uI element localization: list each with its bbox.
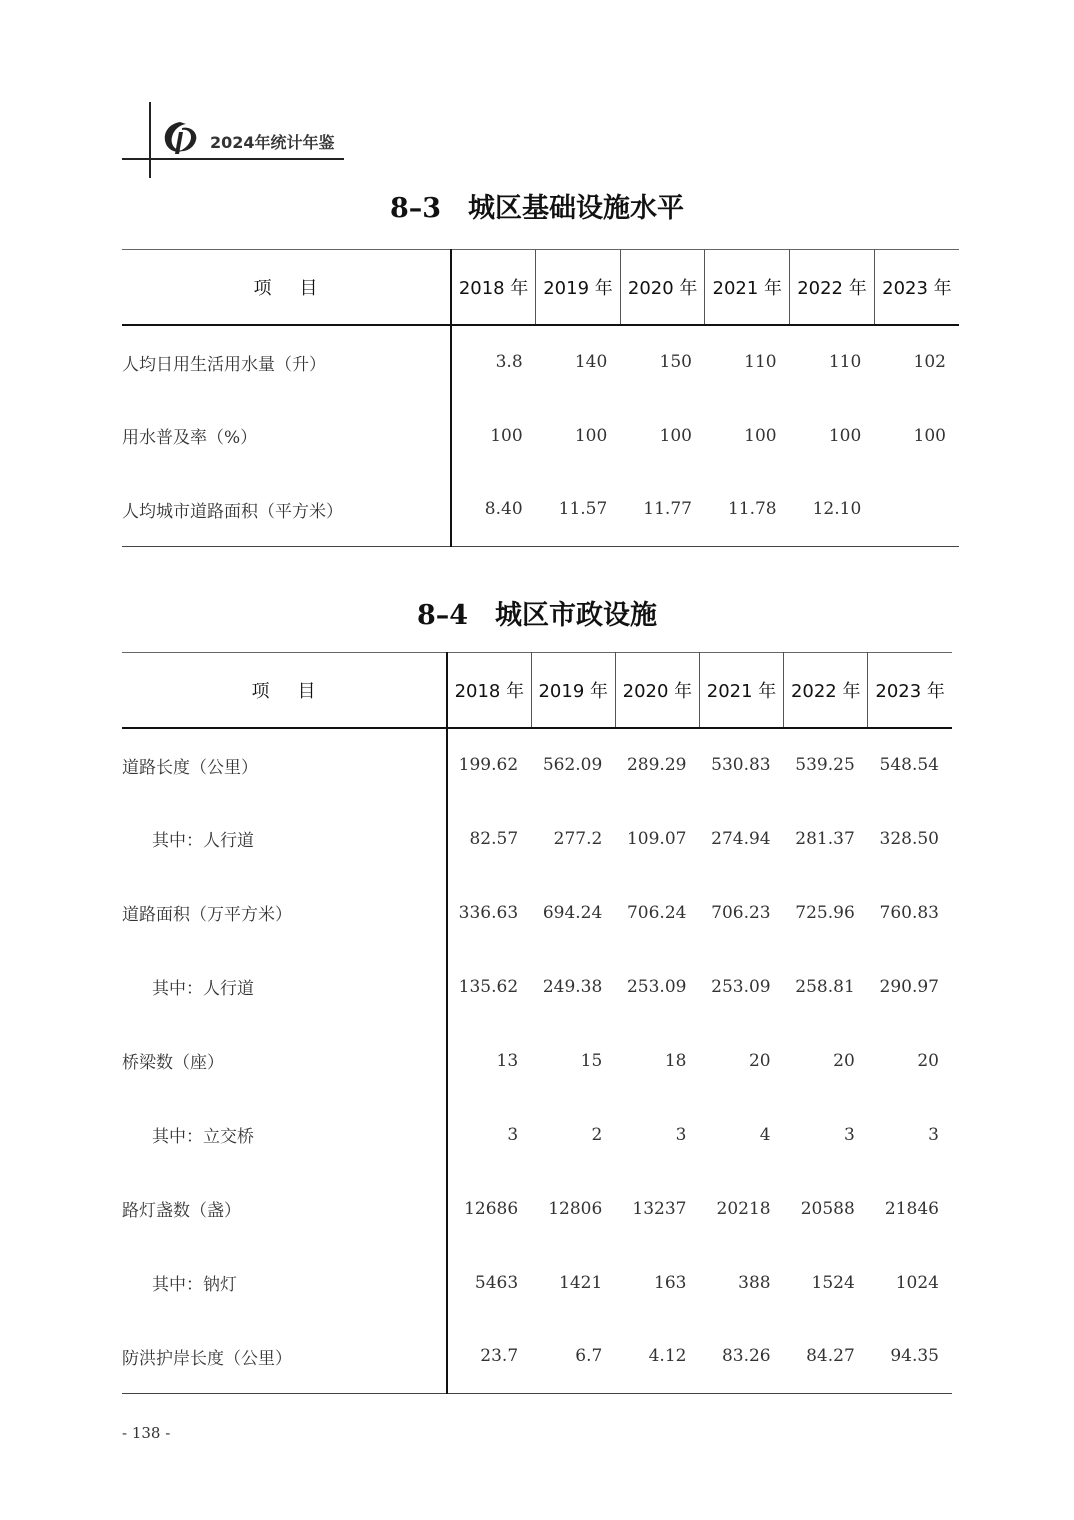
cell-value: 110 — [828, 352, 862, 372]
municipal-facilities-table — [122, 652, 952, 1394]
cell-value: 110 — [744, 352, 777, 372]
cell-value: 12.10 — [812, 499, 862, 520]
cell-value: 20218 — [716, 1198, 771, 1219]
year-header: 2022 年 — [790, 250, 875, 325]
cell-value: 102 — [913, 352, 946, 372]
cell-value: 100 — [574, 425, 608, 446]
cell-value: 253.09 — [626, 976, 687, 997]
year-header: 2020 年 — [620, 250, 705, 325]
table-row — [122, 876, 952, 950]
cell-value: 100 — [659, 425, 692, 446]
cell-value: 20588 — [800, 1198, 855, 1219]
cell-value: 100 — [913, 425, 946, 446]
header-vertical-rule — [149, 102, 151, 178]
table-row — [122, 1172, 952, 1246]
cell-value: 258.81 — [795, 976, 855, 997]
cell-value: 20 — [917, 1050, 939, 1071]
cell-value: 290.97 — [879, 976, 939, 997]
cell-value: 11.77 — [643, 499, 692, 520]
cell-value: 249.38 — [542, 976, 603, 997]
row-label: 路灯盏数（盏） — [122, 1172, 447, 1246]
cell-value: 82.57 — [469, 828, 519, 849]
row-label: 其中：钠灯 — [122, 1246, 447, 1320]
cell-value: 253.09 — [711, 976, 771, 997]
cell-value: 3.8 — [495, 352, 523, 372]
cell-value: 539.25 — [795, 755, 855, 775]
year-header: 2021 年 — [699, 653, 783, 728]
cell-value: 21846 — [884, 1198, 939, 1219]
row-label: 道路长度（公里） — [122, 728, 447, 802]
cell-value: 100 — [828, 425, 862, 446]
cell-value: 6.7 — [575, 1346, 603, 1367]
year-header: 2018 年 — [451, 250, 536, 325]
row-label: 道路面积（万平方米） — [122, 876, 447, 950]
cell-value: 4 — [759, 1124, 771, 1145]
cell-value: 725.96 — [795, 902, 855, 923]
item-column-header: 项目 — [122, 250, 451, 325]
row-label: 其中：立交桥 — [122, 1098, 447, 1172]
row-label: 桥梁数（座） — [122, 1024, 447, 1098]
cell-value: 274.94 — [711, 828, 771, 849]
cell-value: 3 — [507, 1124, 519, 1145]
cell-value: 109.07 — [626, 828, 687, 849]
cell-value: 8.40 — [484, 499, 523, 520]
cell-value: 5463 — [474, 1272, 519, 1293]
cell-value: 706.24 — [626, 902, 687, 923]
table-row — [122, 399, 959, 473]
cell-value: 3 — [928, 1124, 939, 1145]
table1-title: 8–3 城区基础设施水平 — [389, 193, 685, 224]
row-label: 用水普及率（%） — [122, 399, 451, 473]
yearbook-logo-icon — [160, 118, 204, 158]
table-row — [122, 1246, 952, 1320]
cell-value: 11.57 — [558, 499, 608, 520]
year-header: 2022 年 — [784, 653, 868, 728]
cell-value: 150 — [659, 352, 692, 372]
cell-value: 281.37 — [795, 828, 855, 849]
row-label: 其中：人行道 — [122, 950, 447, 1024]
cell-value: 163 — [654, 1272, 687, 1293]
cell-value: 23.7 — [480, 1346, 519, 1367]
year-header: 2020 年 — [615, 653, 699, 728]
cell-value: 18 — [664, 1050, 687, 1071]
infrastructure-level-table — [122, 249, 959, 547]
cell-value: 3 — [843, 1124, 855, 1145]
year-header: 2019 年 — [531, 653, 615, 728]
cell-value: 694.24 — [542, 902, 603, 923]
table-row — [122, 1320, 952, 1394]
cell-value: 2 — [591, 1124, 603, 1145]
cell-value: 562.09 — [542, 755, 603, 775]
cell-value: 13 — [496, 1050, 519, 1071]
cell-value: 1421 — [559, 1272, 603, 1293]
page-number: - 138 - — [122, 1424, 171, 1442]
year-header: 2018 年 — [447, 653, 531, 728]
header-horizontal-rule — [122, 158, 344, 160]
cell-value: 548.54 — [879, 755, 939, 775]
year-header: 2023 年 — [874, 250, 959, 325]
cell-value: 100 — [490, 425, 523, 446]
cell-value: 1524 — [811, 1272, 855, 1293]
cell-value: 760.83 — [879, 902, 939, 923]
table-row — [122, 473, 959, 547]
row-label: 人均城市道路面积（平方米） — [122, 473, 451, 547]
year-header: 2023 年 — [868, 653, 952, 728]
cell-value: 388 — [738, 1272, 771, 1293]
cell-value: 94.35 — [890, 1346, 939, 1367]
cell-value: 12686 — [464, 1198, 519, 1219]
cell-value: 11.78 — [727, 499, 777, 520]
cell-value: 289.29 — [626, 755, 687, 775]
cell-value: 1024 — [895, 1272, 939, 1293]
row-label: 防洪护岸长度（公里） — [122, 1320, 447, 1394]
table-row — [122, 802, 952, 876]
cell-value: 100 — [744, 425, 777, 446]
cell-value: 20 — [833, 1050, 855, 1071]
cell-value: 4.12 — [648, 1346, 687, 1367]
cell-value: 140 — [574, 352, 608, 372]
year-header: 2019 年 — [536, 250, 621, 325]
table2-title: 8–4 城区市政设施 — [416, 600, 658, 631]
cell-value: 328.50 — [879, 828, 939, 849]
table-row — [122, 950, 952, 1024]
cell-value: 13237 — [632, 1198, 687, 1219]
cell-value: 530.83 — [711, 755, 771, 775]
cell-value: 706.23 — [711, 902, 771, 923]
cell-value: 84.27 — [806, 1346, 855, 1367]
cell-value: 12806 — [548, 1198, 603, 1219]
table-row — [122, 728, 952, 802]
cell-value: 135.62 — [458, 976, 519, 997]
table-row — [122, 1024, 952, 1098]
year-header: 2021 年 — [705, 250, 790, 325]
table-row — [122, 325, 959, 399]
cell-value: 83.26 — [721, 1346, 771, 1367]
row-label: 其中：人行道 — [122, 802, 447, 876]
yearbook-title: 2024年统计年鉴 — [210, 133, 335, 152]
table-header-row — [122, 653, 952, 728]
cell-value: 3 — [675, 1124, 687, 1145]
table-row — [122, 1098, 952, 1172]
cell-value — [874, 473, 959, 547]
item-column-header: 项目 — [122, 653, 447, 728]
cell-value: 20 — [748, 1050, 771, 1071]
cell-value: 336.63 — [458, 902, 519, 923]
cell-value: 277.2 — [553, 828, 603, 849]
cell-value: 15 — [580, 1050, 603, 1071]
table-header-row — [122, 250, 959, 325]
row-label: 人均日用生活用水量（升） — [122, 325, 451, 399]
cell-value: 199.62 — [458, 755, 519, 775]
